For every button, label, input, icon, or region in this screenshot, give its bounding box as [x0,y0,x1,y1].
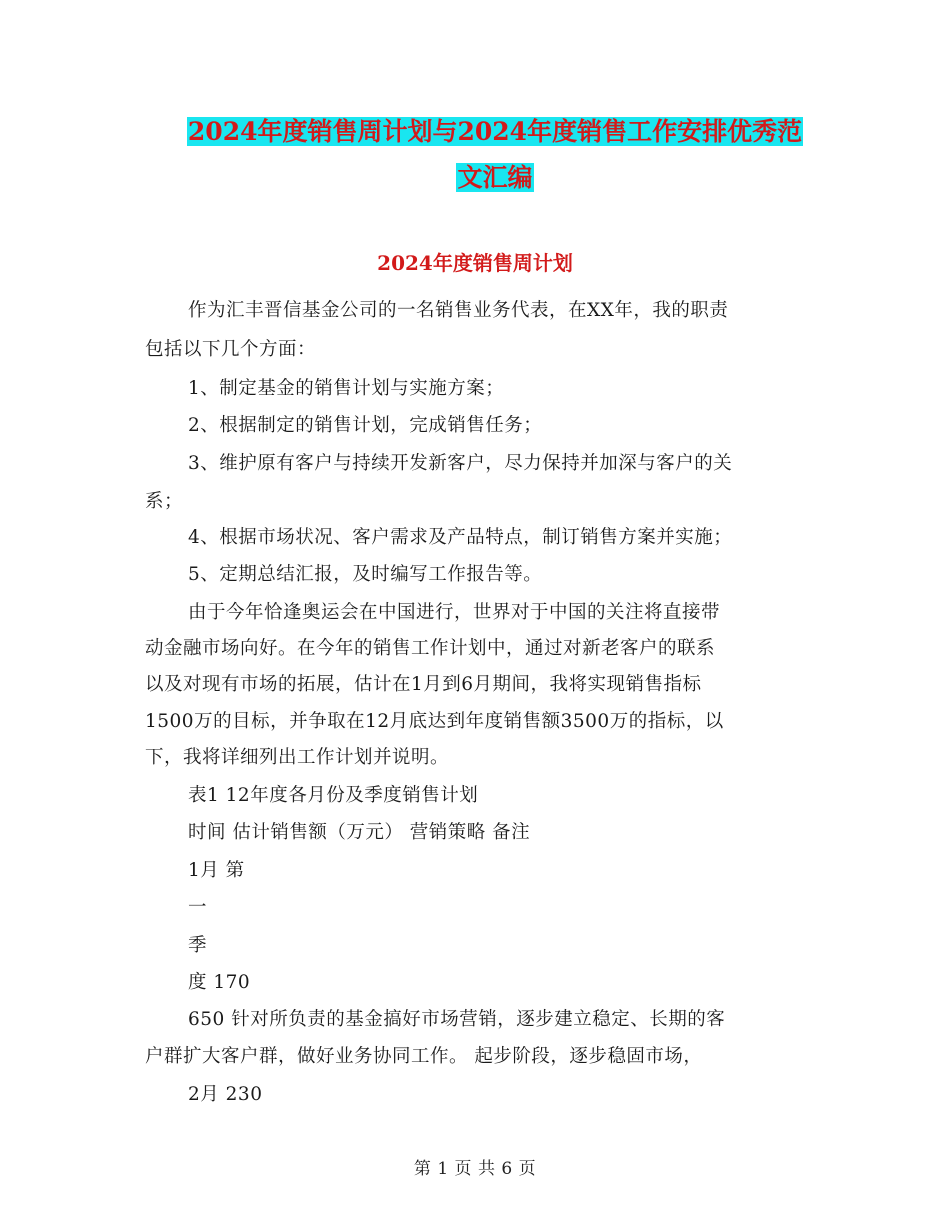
list-item: 2、根据制定的销售计划，完成销售任务； [188,415,543,436]
table-cell: 季 [188,935,208,956]
list-item: 3、维护原有客户与持续开发新客户，尽力保持并加深与客户的关 [188,453,733,474]
paragraph-line: 包括以下几个方面： [145,339,317,360]
title-line-2: 文汇编 [457,163,533,192]
paragraph-line: 下，我将详细列出工作计划并说明。 [145,747,450,768]
table-caption: 表1 12年度各月份及季度销售计划 [188,785,479,806]
table-cell: 2月 230 [188,1084,263,1105]
table-cell: 户群扩大客户群，做好业务协同工作。 起步阶段，逐步稳固市场， [145,1046,703,1067]
table-cell: 一 [188,897,208,918]
list-item: 5、定期总结汇报，及时编写工作报告等。 [188,564,543,585]
paragraph-line: 1500万的目标，并争取在12月底达到年度销售额3500万的指标，以 [145,711,724,732]
paragraph-line: 由于今年恰逢奥运会在中国进行，世界对于中国的关注将直接带 [188,602,721,623]
section-title: 2024年度销售周计划 [377,251,573,275]
paragraph-line: 以及对现有市场的拓展，估计在1月到6月期间，我将实现销售指标 [145,674,702,695]
paragraph-line: 作为汇丰晋信基金公司的一名销售业务代表，在XX年，我的职责 [188,300,729,321]
paragraph-line: 动金融市场向好。在今年的销售工作计划中，通过对新老客户的联系 [145,638,716,659]
list-item: 4、根据市场状况、客户需求及产品特点，制订销售方案并实施； [188,527,733,548]
table-cell: 650 针对所负责的基金搞好市场营销，逐步建立稳定、长期的客 [188,1009,726,1030]
table-cell: 1月 第 [188,860,245,881]
list-item-continuation: 系； [145,491,184,512]
title-line-1: 2024年度销售周计划与2024年度销售工作安排优秀范 [187,117,803,146]
page-footer: 第 1 页 共 6 页 [413,1159,537,1179]
table-header: 时间 估计销售额（万元） 营销策略 备注 [188,822,531,843]
document-title [145,110,845,202]
list-item: 1、制定基金的销售计划与实施方案； [188,378,505,399]
table-cell: 度 170 [188,972,251,993]
